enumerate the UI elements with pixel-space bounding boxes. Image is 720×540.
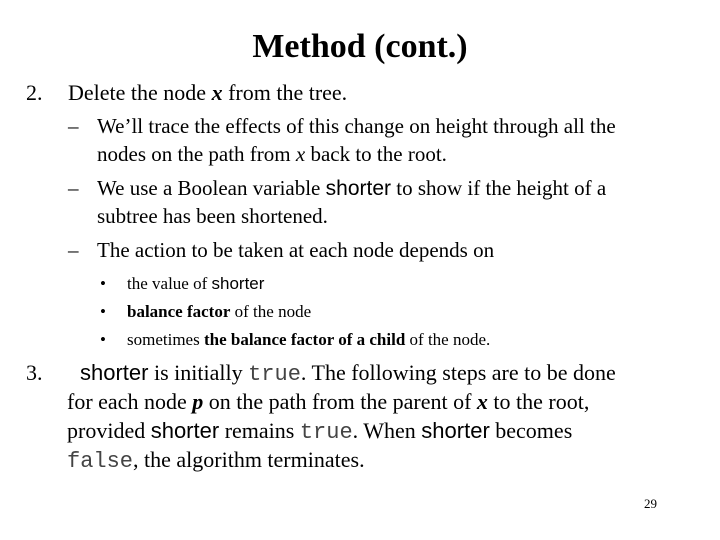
item-3-number: 3. <box>26 360 43 385</box>
item-3-line-3: provided shorter remains true. When shorter becomes <box>67 418 573 445</box>
point-2-text: balance factor of the node <box>127 302 312 321</box>
item-2-text: Delete the node x from the tree. <box>68 80 348 105</box>
point-2-bullet: • <box>100 302 106 321</box>
point-3-text: sometimes the balance factor of a child of the node. <box>127 330 491 349</box>
item-3-line-2: for each node p on the path from the parent of x to the root, <box>67 389 590 414</box>
sub-2-line-1: We use a Boolean variable shorter to show if the height of a <box>97 176 607 200</box>
sub-1-bullet: – <box>68 114 79 138</box>
sub-2-line-2: subtree has been shortened. <box>97 204 328 228</box>
point-1-bullet: • <box>100 274 106 293</box>
item-3-line-4: false, the algorithm terminates. <box>67 447 365 474</box>
page-number: 29 <box>644 496 657 511</box>
sub-3-bullet: – <box>68 238 79 262</box>
point-3-bullet: • <box>100 330 106 349</box>
item-3-line-1: shorter is initially true. The following steps are to be done <box>80 360 616 387</box>
sub-2-bullet: – <box>68 176 79 200</box>
slide-title: Method (cont.) <box>252 28 468 65</box>
sub-1-line-2: nodes on the path from x back to the root. <box>97 142 447 166</box>
item-2-number: 2. <box>26 80 43 105</box>
sub-1-line-1: We’ll trace the effects of this change on height through all the <box>97 114 616 138</box>
sub-3-line-1: The action to be taken at each node depends on <box>97 238 495 262</box>
point-1-text: the value of shorter <box>127 274 265 293</box>
